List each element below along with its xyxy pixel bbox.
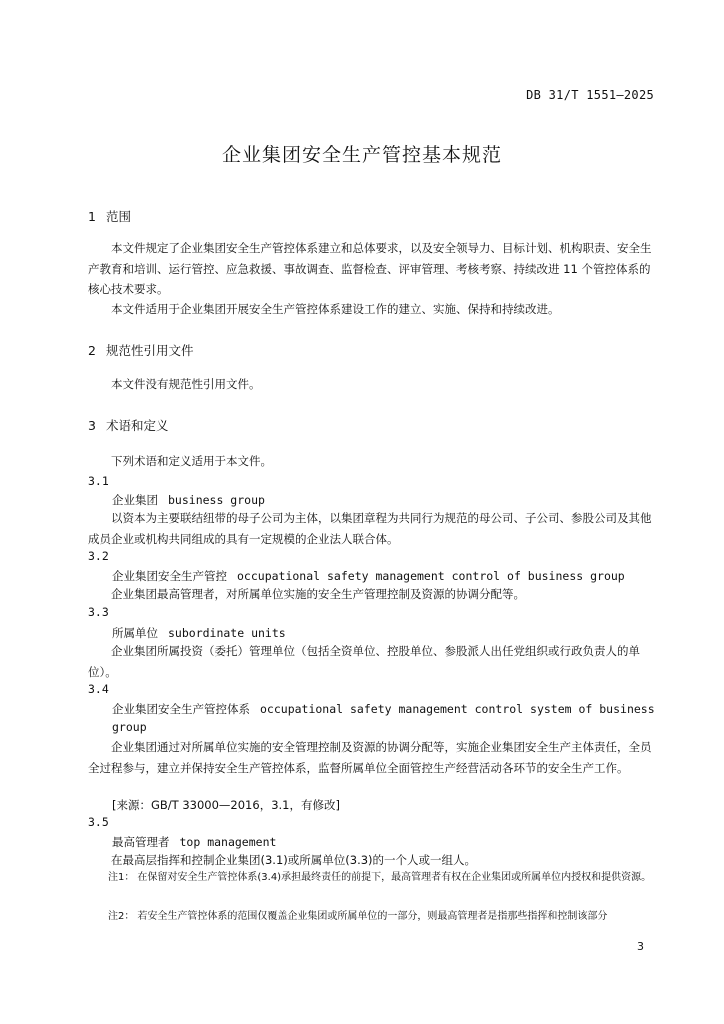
term-source: [来源：GB/T 33000—2016，3.1，有修改] xyxy=(112,798,340,812)
section-title: 术语和定义 xyxy=(106,418,169,433)
section-title: 范围 xyxy=(106,209,132,224)
note-1 xyxy=(108,867,656,888)
normative-references-paragraph: 本文件没有规范性引用文件。 xyxy=(111,377,261,391)
term-number: 3.3 xyxy=(88,605,109,619)
term-zh: 企业集团安全生产管控 xyxy=(112,569,227,583)
term-number: 3.2 xyxy=(88,549,109,563)
term-en: occupational safety management control of business group xyxy=(237,569,625,583)
section-number: 2 xyxy=(88,343,96,358)
term-definition: 企业集团最高管理者，对所属单位实施的安全生产管理控制及资源的协调分配等。 xyxy=(111,587,525,601)
term-definition: 企业集团所属投资（委托）管理单位（包括全资单位、控股单位、参股派人出任党组织或行政负责人的单位）。 xyxy=(88,644,640,679)
term-heading xyxy=(112,625,286,641)
term-heading xyxy=(112,492,265,508)
term-zh: 最高管理者 xyxy=(112,835,170,849)
note-text: 在保留对安全生产管控体系(3.4)承担最终责任的前提下，最高管理者有权在企业集团或所属单位内授权和提供资源。 xyxy=(137,872,652,883)
term-en: subordinate units xyxy=(168,626,286,640)
term-number: 3.4 xyxy=(88,682,109,696)
section-1-heading xyxy=(88,207,131,225)
term-heading xyxy=(112,701,655,717)
term-zh: 企业集团 xyxy=(112,493,158,507)
standard-number: DB 31/T 1551—2025 xyxy=(526,88,654,102)
section-number: 3 xyxy=(88,418,96,433)
term-en-continued: group xyxy=(112,720,147,734)
term-number: 3.5 xyxy=(88,815,109,829)
term-en: occupational safety management control system of business xyxy=(260,702,655,716)
note-label: 注2： xyxy=(108,911,135,922)
document-title: 企业集团安全生产管控基本规范 xyxy=(221,144,502,166)
scope-paragraph-2: 本文件适用于企业集团开展安全生产管控体系建设工作的建立、实施、保持和持续改进。 xyxy=(111,302,560,316)
note-label: 注1： xyxy=(108,872,135,883)
term-zh: 所属单位 xyxy=(112,626,158,640)
section-title: 规范性引用文件 xyxy=(106,343,194,358)
page-number: 3 xyxy=(637,940,644,953)
note-2 xyxy=(108,906,656,927)
section-2-heading xyxy=(88,341,194,359)
term-zh: 企业集团安全生产管控体系 xyxy=(112,702,250,716)
term-definition: 企业集团通过对所属单位实施的安全管理控制及资源的协调分配等，实施企业集团安全生产主体责任，全员全过程参与，建立并保持安全生产管控体系，监督所属单位全面管控生产经营活动各环节的安全生产工作。 xyxy=(88,740,652,775)
section-number: 1 xyxy=(88,209,96,224)
term-heading xyxy=(112,568,625,584)
note-text: 若安全生产管控体系的范围仅覆盖企业集团或所属单位的一部分，则最高管理者是指那些指挥和控制该部分 xyxy=(137,911,608,922)
scope-paragraph-1: 本文件规定了企业集团安全生产管控体系建立和总体要求，以及安全领导力、目标计划、机构职责、安全生产教育和培训、运行管控、应急救援、事故调查、监督检查、评审管理、考核考察、持续改进 11 个管控体系的核心技术要求。 xyxy=(88,241,652,296)
term-definition: 在最高层指挥和控制企业集团(3.1)或所属单位(3.3)的一个人或一组人。 xyxy=(111,853,477,867)
term-number: 3.1 xyxy=(88,474,109,488)
term-heading xyxy=(112,834,276,850)
terms-intro: 下列术语和定义适用于本文件。 xyxy=(111,454,272,468)
term-en: business group xyxy=(168,493,265,507)
term-definition: 以资本为主要联结纽带的母子公司为主体，以集团章程为共同行为规范的母公司、子公司、参股公司及其他成员企业或机构共同组成的具有一定规模的企业法人联合体。 xyxy=(88,511,652,546)
term-en: top management xyxy=(179,835,277,849)
section-3-heading xyxy=(88,416,169,434)
